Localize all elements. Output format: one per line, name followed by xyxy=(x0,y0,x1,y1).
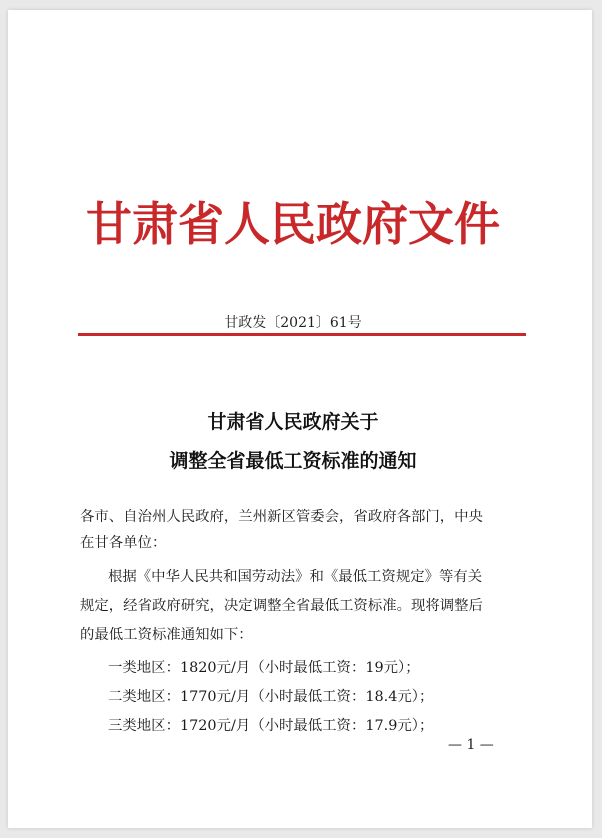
paragraph-line-3: 的最低工资标准通知如下： xyxy=(80,627,253,643)
page-number: — 1 — xyxy=(448,737,494,753)
standard-item-2: 二类地区：1770元/月（小时最低工资：18.4元）； xyxy=(108,689,434,705)
notice-title-line-2: 调整全省最低工资标准的通知 xyxy=(169,450,417,472)
standard-item-3: 三类地区：1720元/月（小时最低工资：17.9元）； xyxy=(108,718,434,734)
notice-title-line-1: 甘肃省人民政府关于 xyxy=(207,411,379,433)
document-header-title: 甘肃省人民政府文件 xyxy=(86,197,500,251)
addressee-line-1: 各市、自治州人民政府，兰州新区管委会，省政府各部门，中央 xyxy=(80,509,483,525)
paragraph-line-1: 根据《中华人民共和国劳动法》和《最低工资规定》等有关 xyxy=(108,569,483,585)
red-separator-line xyxy=(78,333,526,336)
document-number: 甘政发〔2021〕61号 xyxy=(224,315,362,331)
standard-item-1: 一类地区：1820元/月（小时最低工资：19元）； xyxy=(108,660,420,676)
addressee-line-2: 在甘各单位： xyxy=(80,535,167,551)
paragraph-line-2: 规定，经省政府研究，决定调整全省最低工资标准。现将调整后 xyxy=(80,598,483,614)
